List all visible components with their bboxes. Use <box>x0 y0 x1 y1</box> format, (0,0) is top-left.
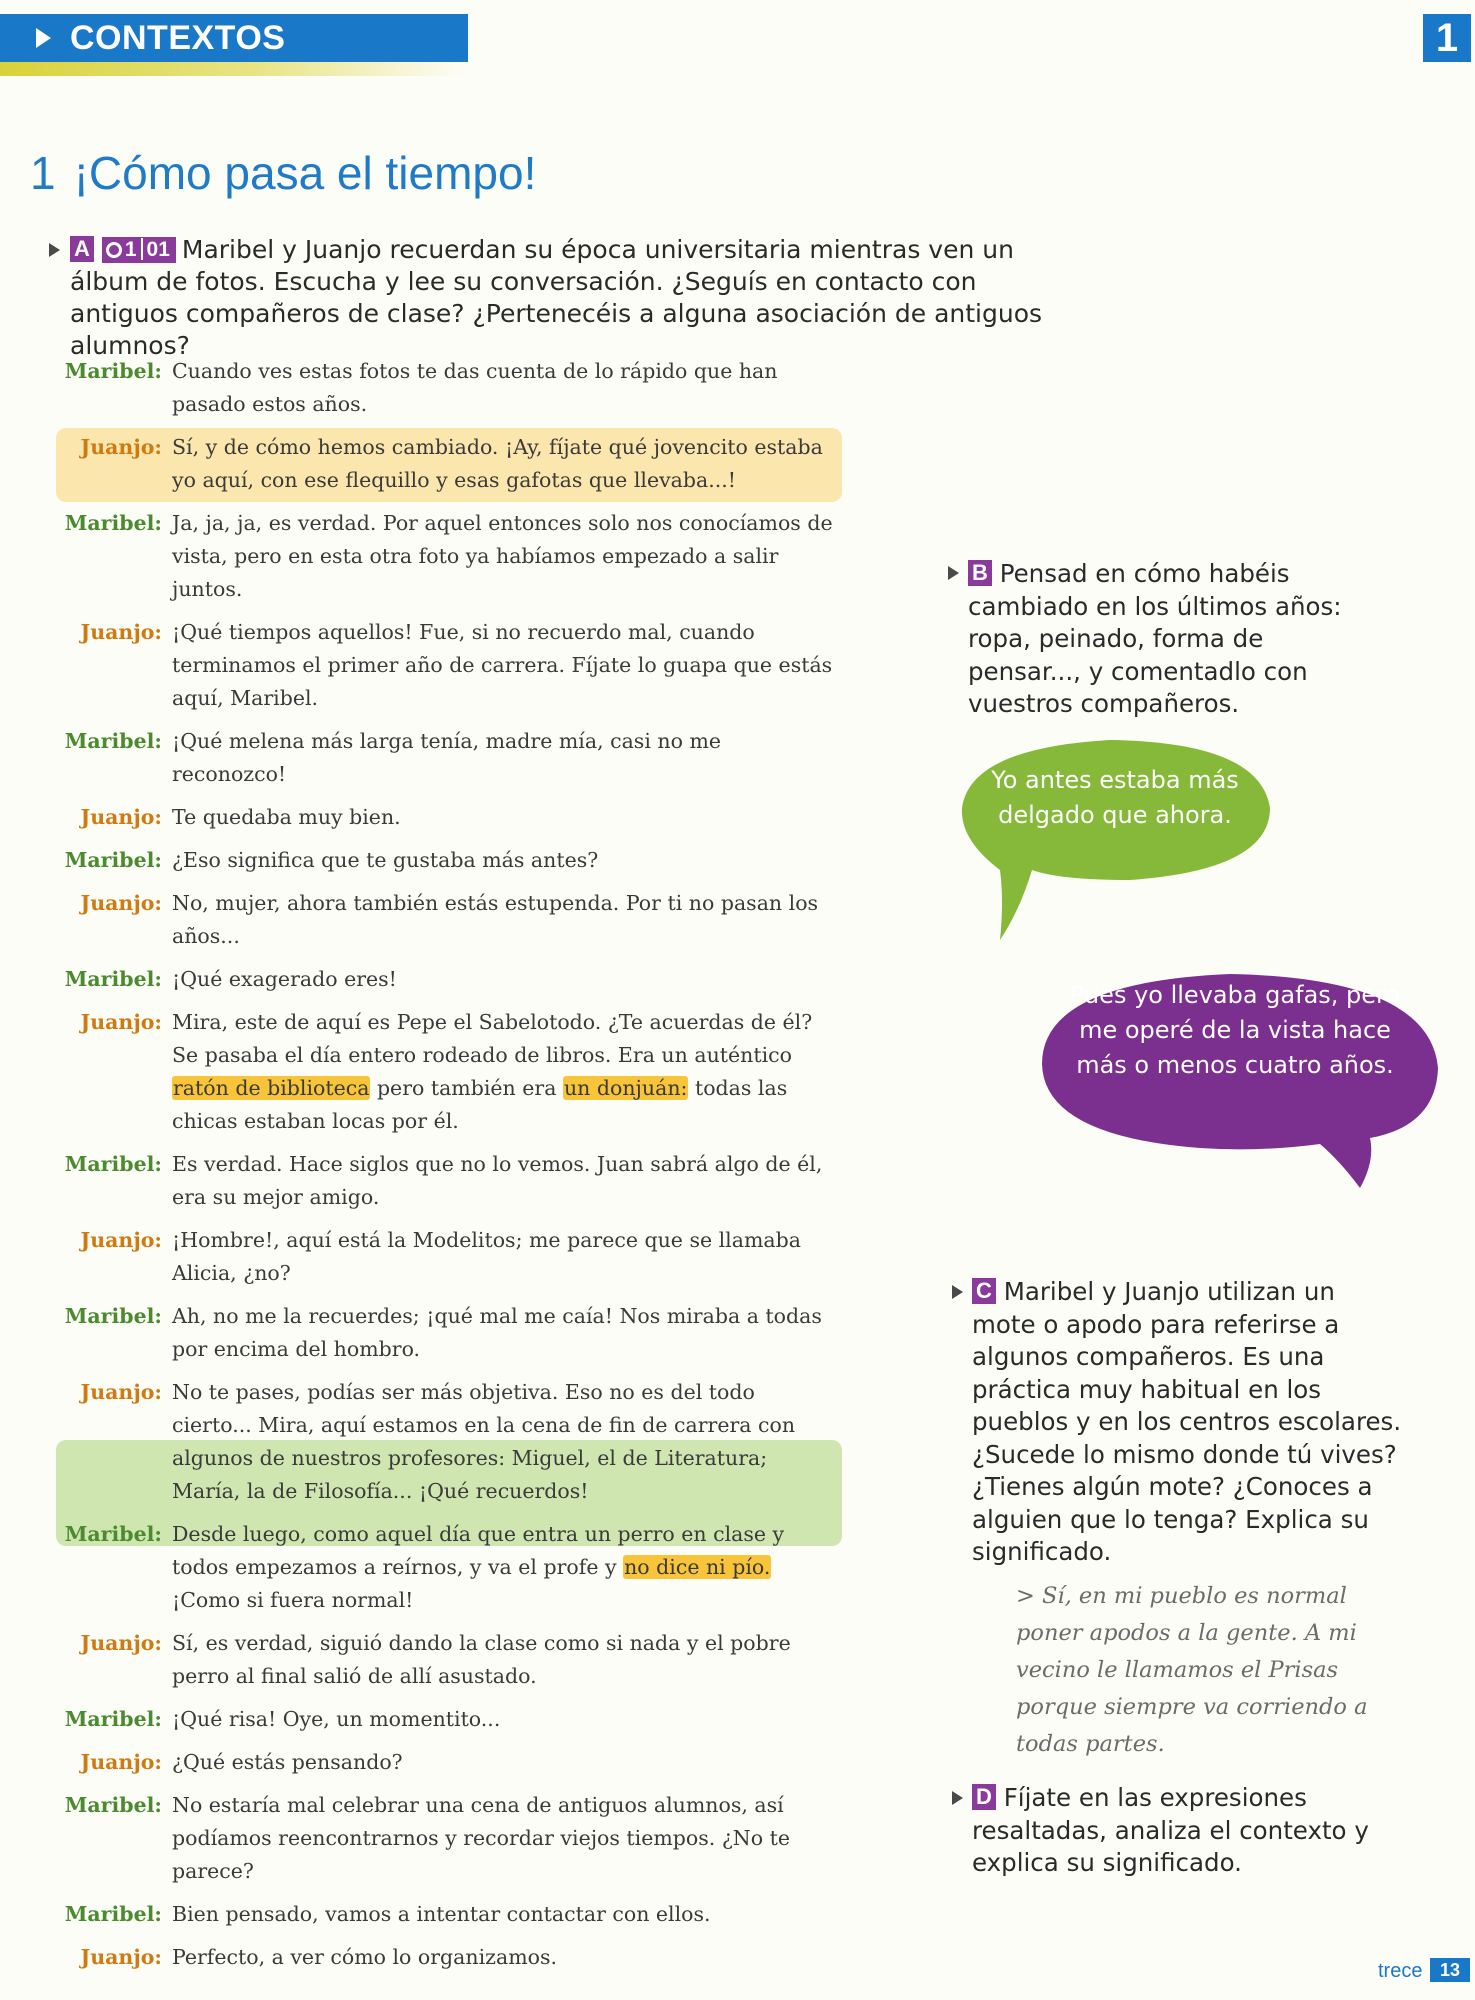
dialogue-line <box>56 1898 836 1931</box>
dialogue-text: ¡Hombre!, aquí está la Modelitos; me parece que se llamaba Alicia, ¿no? <box>172 1228 801 1285</box>
audio-cd-number: 1 <box>124 238 137 261</box>
activity-a-text: Maribel y Juanjo recuerdan su época universitaria mientras ven un álbum de fotos. Escucha y lee su conversación. ¿Seguís en contacto con antiguos compañeros de clase? ¿Pertenecéis a alguna asociación de antiguos alumnos? <box>70 235 1043 360</box>
dialogue-text: Ja, ja, ja, es verdad. Por aquel entonces solo nos conocíamos de vista, pero en esta otra foto ya habíamos empezado a salir juntos. <box>172 511 833 601</box>
activity-c-example: > Sí, en mi pueblo es normal poner apodos a la gente. A mi vecino le llamamos el Prisas porque siempre va corriendo a todas partes. <box>1016 1583 1368 1757</box>
activity-a-letter: A <box>70 236 94 262</box>
dialogue-line <box>56 507 836 606</box>
audio-track-number: 01 <box>146 238 170 261</box>
dialogue-line <box>56 1627 836 1693</box>
dialogue-line <box>56 1224 836 1290</box>
dialogue-text: Desde luego, como aquel día que entra un perro en clase y todos empezamos a reírnos, y va el profe y <box>172 1522 785 1579</box>
activity-c-arrow-icon <box>952 1285 963 1299</box>
highlighted-expression: no dice ni pío. <box>624 1555 771 1579</box>
dialogue-text: No, mujer, ahora también estás estupenda. Por ti no pasan los años... <box>172 891 819 948</box>
page-number: 13 <box>1430 1958 1470 1982</box>
dialogue-line <box>56 1300 836 1366</box>
activity-c-letter: C <box>972 1278 996 1304</box>
activity-a <box>70 234 1080 362</box>
highlighted-expression: un donjuán: <box>563 1076 688 1100</box>
activity-d-text: Fíjate en las expresiones resaltadas, analiza el contexto y explica su significado. <box>972 1783 1369 1877</box>
speaker-label: Maribel: <box>64 1152 162 1176</box>
title-text: ¡Cómo pasa el tiempo! <box>73 147 537 199</box>
speaker-label: Maribel: <box>64 1707 162 1731</box>
speaker-label: Maribel: <box>64 511 162 535</box>
speaker-label: Maribel: <box>64 848 162 872</box>
dialogue-text: ¿Eso significa que te gustaba más antes? <box>172 848 599 872</box>
dialogue <box>56 355 836 1974</box>
speaker-label: Juanjo: <box>80 620 162 644</box>
activity-d-letter: D <box>972 1784 996 1810</box>
activity-c-text: Maribel y Juanjo utilizan un mote o apodo para referirse a algunos compañeros. Es una práctica muy habitual en los pueblos y en los centros escolares. ¿Sucede lo mismo donde tú vives? ¿Tienes algún mote? ¿Conoces a alguien que lo tenga? Explica su significado. <box>972 1277 1402 1566</box>
audio-track-badge[interactable] <box>102 237 176 263</box>
dialogue-line <box>56 801 836 834</box>
speaker-label: Maribel: <box>64 967 162 991</box>
speaker-label: Juanjo: <box>80 1750 162 1774</box>
activity-c <box>972 1276 1402 1569</box>
dialogue-text: Ah, no me la recuerdes; ¡qué mal me caía! Nos miraba a todas por encima del hombro. <box>172 1304 822 1361</box>
dialogue-text: ¡Qué melena más larga tenía, madre mía, casi no me reconozco! <box>172 729 722 786</box>
dialogue-line <box>56 431 836 497</box>
speaker-label: Juanjo: <box>80 805 162 829</box>
dialogue-text: Perfecto, a ver cómo lo organizamos. <box>172 1945 558 1969</box>
speaker-label: Juanjo: <box>80 1010 162 1034</box>
dialogue-text: Sí, y de cómo hemos cambiado. ¡Ay, fíjate qué jovencito estaba yo aquí, con ese flequillo y esas gafotas que llevaba...! <box>172 435 823 492</box>
dialogue-line <box>56 1148 836 1214</box>
speaker-label: Maribel: <box>64 1304 162 1328</box>
dialogue-line <box>56 963 836 996</box>
dialogue-line <box>56 1746 836 1779</box>
activity-d-arrow-icon <box>952 1791 963 1805</box>
play-arrow-icon <box>36 28 51 48</box>
speaker-label: Juanjo: <box>80 1631 162 1655</box>
speaker-label: Juanjo: <box>80 1380 162 1404</box>
dialogue-line <box>56 844 836 877</box>
activity-b-letter: B <box>968 560 992 586</box>
audio-cd-icon <box>106 242 122 258</box>
header-underline <box>0 62 468 76</box>
speaker-label: Juanjo: <box>80 891 162 915</box>
speaker-label: Juanjo: <box>80 435 162 459</box>
unit-number-badge: 1 <box>1423 14 1471 62</box>
dialogue-text: No estaría mal celebrar una cena de antiguos alumnos, así podíamos reencontrarnos y recordar viejos tiempos. ¿No te parece? <box>172 1793 790 1883</box>
dialogue-line <box>56 616 836 715</box>
speaker-label: Maribel: <box>64 359 162 383</box>
dialogue-text: Te quedaba muy bien. <box>172 805 401 829</box>
dialogue-text: ¡Qué risa! Oye, un momentito... <box>172 1707 501 1731</box>
activity-d <box>972 1782 1402 1880</box>
dialogue-line <box>56 887 836 953</box>
dialogue-text: ¿Qué estás pensando? <box>172 1750 403 1774</box>
highlighted-expression: ratón de biblioteca <box>173 1076 370 1100</box>
green-bubble-text: Yo antes estaba más delgado que ahora. <box>991 766 1239 829</box>
dialogue-line <box>56 1518 836 1617</box>
page-number-word: trece <box>1378 1960 1423 1982</box>
dialogue-text: No te pases, podías ser más objetiva. Eso no es del todo cierto... Mira, aquí estamos en la cena de fin de carrera con algunos de nuestros profesores: Miguel, el de Literatura; María, la de Filosofía... ¡Qué recuerdos! <box>172 1380 796 1503</box>
dialogue-text: Cuando ves estas fotos te das cuenta de lo rápido que han pasado estos años. <box>172 359 778 416</box>
section-header-title: CONTEXTOS <box>70 19 286 57</box>
speaker-label: Maribel: <box>64 1793 162 1817</box>
dialogue-line <box>56 1941 836 1974</box>
title-number: 1 <box>30 147 56 199</box>
activity-a-arrow-icon <box>49 243 60 257</box>
dialogue-line <box>56 1006 836 1138</box>
dialogue-text: Mira, este de aquí es Pepe el Sabelotodo. ¿Te acuerdas de él? Se pasaba el día entero rodeado de libros. Era un auténtico <box>172 1010 813 1067</box>
dialogue-text: Sí, es verdad, siguió dando la clase como si nada y el pobre perro al final salió de allí asustado. <box>172 1631 791 1688</box>
speaker-label: Juanjo: <box>80 1228 162 1252</box>
page-title <box>30 146 536 200</box>
speaker-label: Maribel: <box>64 729 162 753</box>
dialogue-line <box>56 725 836 791</box>
activity-b-arrow-icon <box>948 566 959 580</box>
dialogue-text: ¡Como si fuera normal! <box>172 1588 414 1612</box>
dialogue-text: pero también era <box>370 1076 563 1100</box>
dialogue-text: Bien pensado, vamos a intentar contactar con ellos. <box>172 1902 711 1926</box>
dialogue-line <box>56 355 836 421</box>
activity-b-text: Pensad en cómo habéis cambiado en los últimos años: ropa, peinado, forma de pensar..., y comentadlo con vuestros compañeros. <box>968 559 1342 718</box>
speaker-label: Maribel: <box>64 1902 162 1926</box>
speaker-label: Maribel: <box>64 1522 162 1546</box>
dialogue-line <box>56 1703 836 1736</box>
dialogue-text: Es verdad. Hace siglos que no lo vemos. Juan sabrá algo de él, era su mejor amigo. <box>172 1152 823 1209</box>
dialogue-text: ¡Qué exagerado eres! <box>172 967 397 991</box>
dialogue-text: todas las chicas estaban locas por él. <box>172 1076 788 1133</box>
activity-b <box>968 558 1368 721</box>
purple-bubble-text: Pues yo llevaba gafas, pero me operé de la vista hace más o menos cuatro años. <box>1069 981 1401 1079</box>
dialogue-text: ¡Qué tiempos aquellos! Fue, si no recuerdo mal, cuando terminamos el primer año de carrera. Fíjate lo guapa que estás aquí, Maribel. <box>172 620 833 710</box>
dialogue-line <box>56 1789 836 1888</box>
speaker-label: Juanjo: <box>80 1945 162 1969</box>
dialogue-line <box>56 1376 836 1508</box>
